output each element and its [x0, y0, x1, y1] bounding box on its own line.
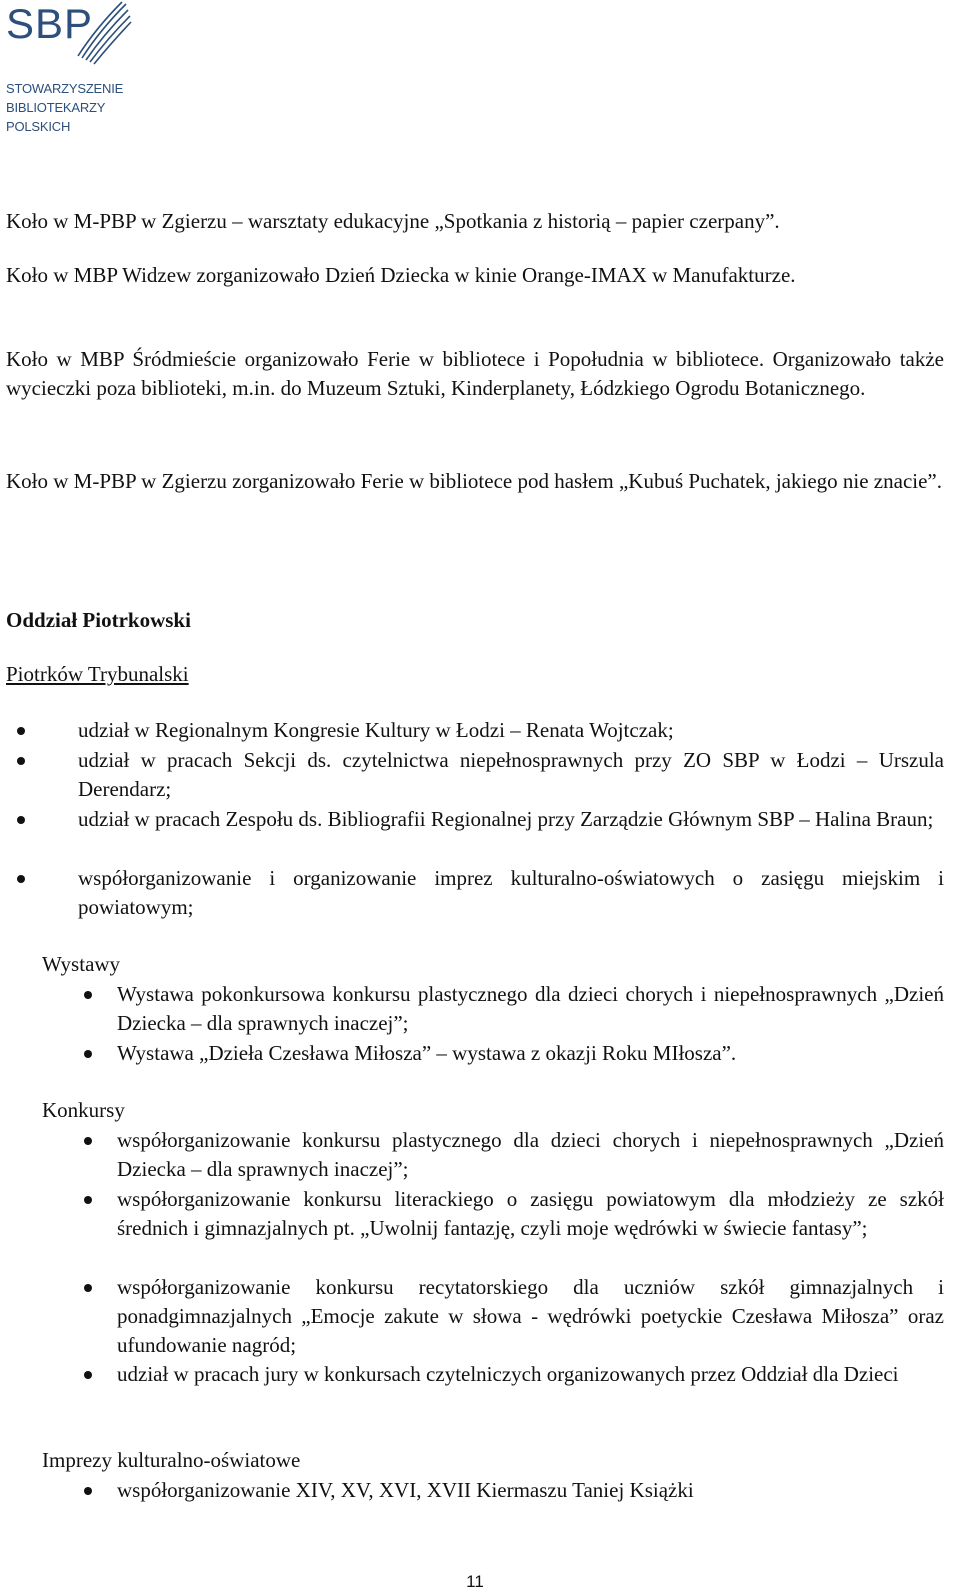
- bullet-icon: [84, 991, 92, 999]
- bullet-icon: [84, 1487, 92, 1495]
- section-heading: Oddział Piotrkowski: [6, 608, 191, 632]
- list-item: udział w pracach Zespołu ds. Bibliografii Regionalnej przy Zarządzie Głównym SBP – Halina Braun;: [78, 805, 944, 834]
- imprezy-heading: Imprezy kulturalno-oświatowe: [42, 1448, 301, 1472]
- bullet-icon: [84, 1196, 92, 1204]
- bullet-icon: [17, 757, 25, 765]
- list-item: Wystawa „Dzieła Czesława Miłosza” – wystawa z okazji Roku MIłosza”.: [117, 1039, 944, 1068]
- paragraph-ferie-srodmiescie: Koło w MBP Śródmieście organizowało Ferie w bibliotece i Popołudnia w bibliotece. Organizowało także wycieczki poza biblioteki, m.in. do Muzeum Sztuki, Kinderplanety, Łódzkiego Ogrodu Botanicznego.: [6, 347, 944, 400]
- bullet-icon: [84, 1284, 92, 1292]
- city-heading: Piotrków Trybunalski: [6, 662, 189, 686]
- bullet-icon: [84, 1371, 92, 1379]
- svg-text:SBP: SBP: [6, 0, 94, 47]
- list-item: udział w pracach jury w konkursach czytelniczych organizowanych przez Oddział dla Dzieci: [117, 1360, 944, 1389]
- sbp-logo-mark: [4, 0, 134, 80]
- bullet-icon: [84, 1050, 92, 1058]
- bullet-icon: [17, 875, 25, 883]
- paragraph-warsztaty: Koło w M-PBP w Zgierzu – warsztaty edukacyjne „Spotkania z historią – papier czerpany”.: [6, 209, 780, 233]
- sbp-logo: [4, 0, 144, 140]
- list-item: współorganizowanie konkursu literackiego o zasięgu powiatowym dla młodzieży ze szkół średnich i gimnazjalnych pt. „Uwolnij fantazję, czyli moje wędrówki w świecie fantasy”;: [117, 1185, 944, 1243]
- logo-line-1: STOWARZYSZENIE: [6, 81, 124, 96]
- wystawy-heading: Wystawy: [42, 952, 121, 976]
- bullet-icon: [17, 727, 25, 735]
- konkursy-heading: Konkursy: [42, 1098, 125, 1122]
- list-item: współorganizowanie i organizowanie imprez kulturalno-oświatowych o zasięgu miejskim i powiatowym;: [78, 864, 944, 922]
- logo-line-2: BIBLIOTEKARZY: [6, 100, 106, 115]
- bullet-icon: [17, 816, 25, 824]
- list-item: współorganizowanie konkursu recytatorskiego dla uczniów szkół gimnazjalnych i ponadgimnazjalnych „Emocje zakute w słowa - wędrówki poetyckie Czesława Miłosza” oraz ufundowanie nagród;: [117, 1273, 944, 1360]
- page-number: 11: [466, 1572, 484, 1591]
- list-item: współorganizowanie konkursu plastycznego dla dzieci chorych i niepełnosprawnych „Dzień Dziecka – dla sprawnych inaczej”;: [117, 1126, 944, 1184]
- paragraph-dzien-dziecka: Koło w MBP Widzew zorganizowało Dzień Dziecka w kinie Orange-IMAX w Manufakturze.: [6, 263, 796, 287]
- logo-line-3: POLSKICH: [6, 119, 71, 134]
- paragraph-ferie-zgierz: Koło w M-PBP w Zgierzu zorganizowało Ferie w bibliotece pod hasłem „Kubuś Puchatek, jakiego nie znacie”.: [6, 469, 942, 493]
- list-item: Wystawa pokonkursowa konkursu plastycznego dla dzieci chorych i niepełnosprawnych „Dzień Dziecka – dla sprawnych inaczej”;: [117, 980, 944, 1038]
- list-item: udział w Regionalnym Kongresie Kultury w Łodzi – Renata Wojtczak;: [78, 716, 944, 745]
- list-item: współorganizowanie XIV, XV, XVI, XVII Kiermaszu Taniej Książki: [117, 1476, 944, 1505]
- list-item: udział w pracach Sekcji ds. czytelnictwa niepełnosprawnych przy ZO SBP w Łodzi – Urszula Derendarz;: [78, 746, 944, 804]
- bullet-icon: [84, 1137, 92, 1145]
